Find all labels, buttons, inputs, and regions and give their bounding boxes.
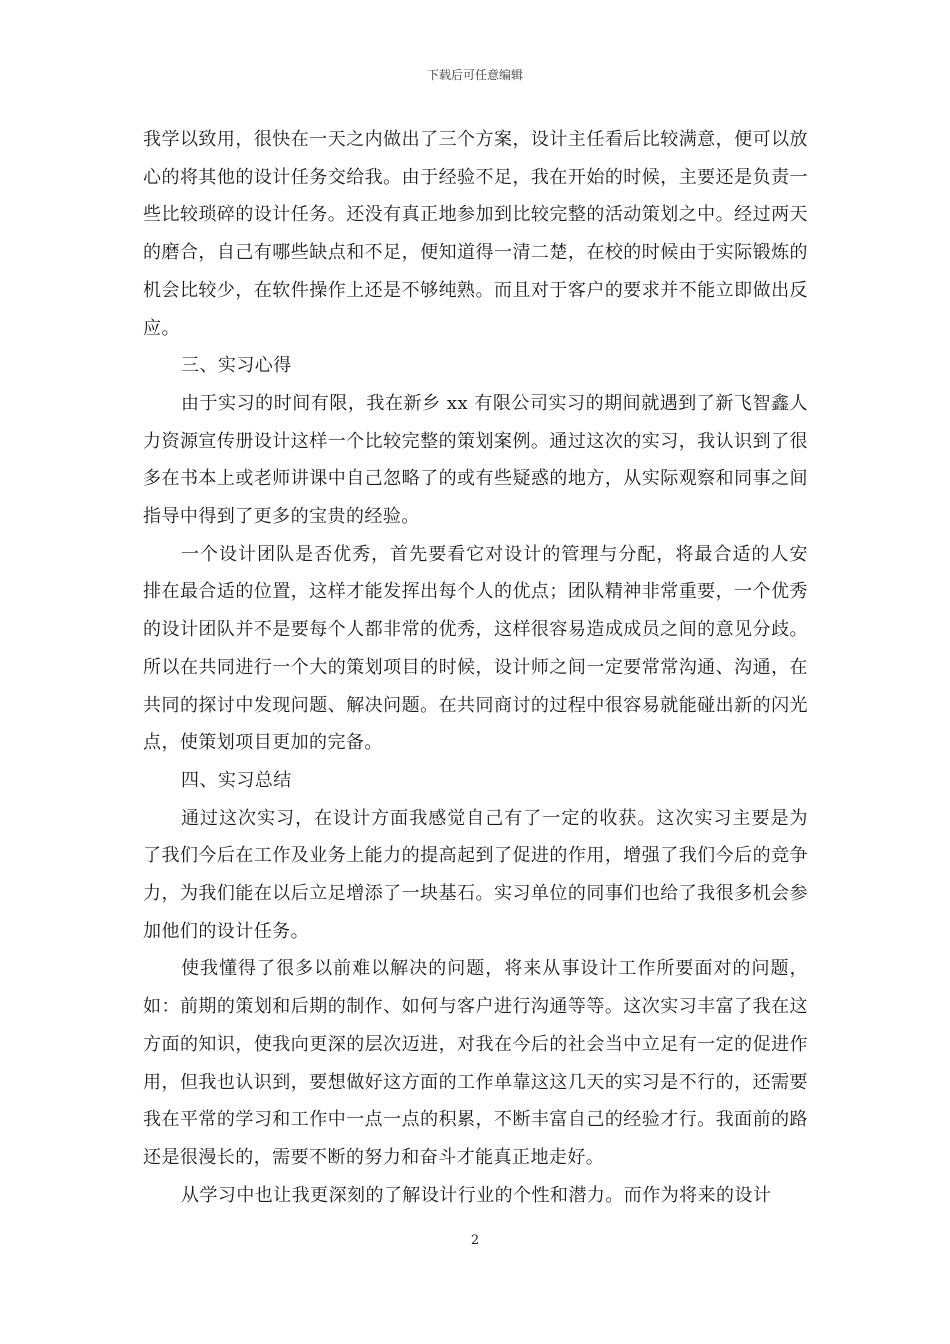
- document-body: [143, 121, 808, 1214]
- paragraph-insights-2: 一个设计团队是否优秀，首先要看它对设计的管理与分配，将最合适的人安排在最合适的位置，这样才能发挥出每个人的优点；团队精神非常重要，一个优秀的设计团队并不是要每个人都非常的优秀，这样很容易造成成员之间的意见分歧。所以在共同进行一个大的策划项目的时候，设计师之间一定要常常沟通、沟通，在共同的探讨中发现问题、解决问题。在共同商讨的过程中很容易就能碰出新的闪光点，使策划项目更加的完备。: [143, 543, 808, 754]
- page-header-note: 下载后可任意编辑: [426, 68, 523, 82]
- page-number: 2: [470, 1233, 480, 1248]
- paragraph-summary-1: 通过这次实习，在设计方面我感觉自己有了一定的收获。这次实习主要是为了我们今后在工作及业务上能力的提高起到了促进的作用，增强了我们今后的竞争力，为我们能在以后立足增添了一块基石。实习单位的同事们也给了我很多机会参加他们的设计任务。: [143, 807, 808, 942]
- section-heading-internship-summary: 四、实习总结: [181, 769, 292, 791]
- section-heading-internship-insights: 三、实习心得: [181, 355, 292, 377]
- paragraph-insights-1: 由于实习的时间有限，我在新乡 xx 有限公司实习的期间就遇到了新飞智鑫人力资源宣传册设计这样一个比较完整的策划案例。通过这次的实习，我认识到了很多在书本上或老师讲课中自己忽略了的或有些疑惑的地方，从实际观察和同事之间指导中得到了更多的宝贵的经验。: [143, 392, 808, 528]
- paragraph-summary-3: 从学习中也让我更深刻的了解设计行业的个性和潜力。而作为将来的设计: [181, 1184, 772, 1206]
- paragraph-continued: 我学以致用，很快在一天之内做出了三个方案，设计主任看后比较满意，便可以放心的将其他的设计任务交给我。由于经验不足，我在开始的时候，主要还是负责一些比较琐碎的设计任务。还没有真正地参加到比较完整的活动策划之中。经过两天的磨合，自己有哪些缺点和不足，便知道得一清二楚，在校的时候由于实际锻炼的机会比较少，在软件操作上还是不够纯熟。而且对于客户的要求并不能立即做出反应。: [143, 129, 808, 339]
- paragraph-summary-2: 使我懂得了很多以前难以解决的问题，将来从事设计工作所要面对的问题，如：前期的策划和后期的制作、如何与客户进行沟通等等。这次实习丰富了我在这方面的知识，使我向更深的层次迈进，对我在今后的社会当中立足有一定的促进作用，但我也认识到，要想做好这方面的工作单靠这这几天的实习是不行的，还需要我在平常的学习和工作中一点一点的积累，不断丰富自己的经验才行。我面前的路还是很漫长的，需要不断的努力和奋斗才能真正地走好。: [143, 958, 808, 1168]
